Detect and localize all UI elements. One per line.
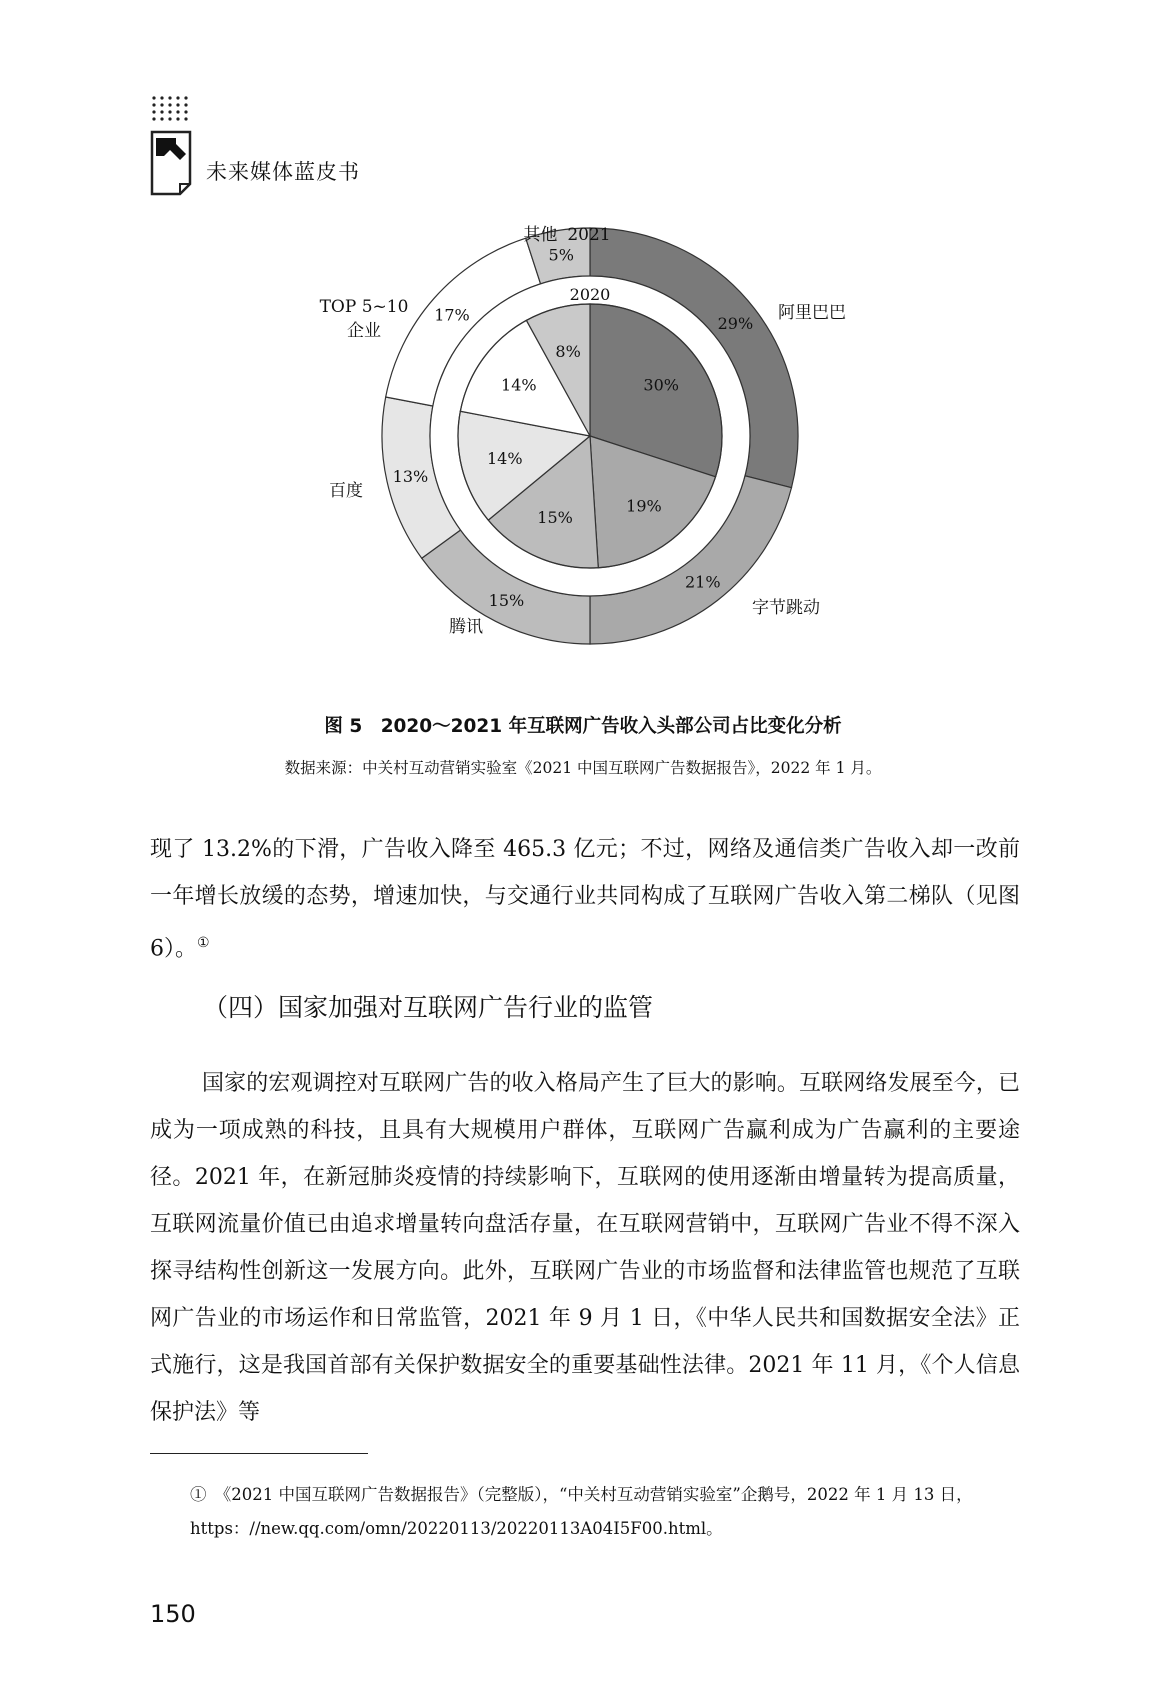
outer-ring-value-label-0: 29%	[717, 314, 754, 334]
footnote-ref: ①	[197, 935, 210, 951]
series-title: 未来媒体蓝皮书	[206, 160, 360, 184]
footnote-divider	[150, 1453, 368, 1454]
pie-chart	[0, 220, 1166, 690]
outer-ring-year-label: 2021	[567, 225, 611, 245]
inner-pie-value-label-3: 14%	[486, 448, 523, 468]
outer-ring-value-label-3: 13%	[392, 467, 429, 487]
figure-source: 数据来源：中关村互动营销实验室《2021 中国互联网广告数据报告》，2022 年 1 月。	[284, 759, 882, 777]
inner-pie-year-label: 2020	[569, 285, 611, 304]
category-label-3: 百度	[329, 481, 363, 501]
paragraph-continued	[150, 826, 1020, 972]
category-label-4: TOP 5~10	[319, 297, 409, 317]
category-label-2: 腾讯	[449, 617, 483, 637]
inner-pie-value-label-5: 8%	[555, 341, 581, 361]
inner-pie-value-label-1: 19%	[626, 496, 662, 516]
paragraph: 国家的宏观调控对互联网广告的收入格局产生了巨大的影响。互联网络发展至今，已成为一项成熟的科技，且具有大规模用户群体，互联网广告赢利成为广告赢利的主要途径。2021 年，在新冠肺炎疫情的持续影响下，互联网的使用逐渐由增量转为提高质量，互联网流量价值已由追求增量转向盘活存量，在互联网营销中，互联网广告业不得不深入探寻结构性创新这一发展方向。此外，互联网广告业的市场监督和法律监管也规范了互联网广告业的市场运作和日常监管，2021 年 9 月 1 日，《中华人民共和国数据安全法》正式施行，这是我国首部有关保护数据安全的重要基础性法律。2021 年 11 月，《个人信息保护法》等	[150, 1071, 1020, 1425]
figure-caption: 图 5 2020～2021 年互联网广告收入头部公司占比变化分析	[324, 716, 842, 737]
section-title: （四）国家加强对互联网广告行业的监管	[203, 993, 654, 1022]
other-category-label: 其他	[523, 225, 558, 245]
inner-pie-value-label-2: 15%	[537, 507, 573, 527]
inner-pie-value-label-0: 30%	[643, 375, 679, 395]
footnote: ① 《2021 中国互联网广告数据报告》（完整版），“中关村互动营销实验室”企鹅号，2022 年 1 月 13 日，https：//new.qq.com/omn/20220113/20220113A04I5F00.html。	[190, 1485, 973, 1538]
outer-ring-value-label-2: 15%	[488, 590, 525, 610]
other-year-label	[523, 224, 610, 245]
outer-ring-value-label-5: 5%	[548, 245, 574, 265]
outer-ring-value-label-1: 21%	[684, 572, 721, 592]
category-label-1: 字节跳动	[752, 598, 820, 618]
category-label-4: 企业	[347, 321, 381, 341]
category-label-0: 阿里巴巴	[778, 303, 846, 323]
series-logo-icon	[150, 96, 198, 196]
outer-ring-value-label-4: 17%	[434, 305, 470, 325]
inner-pie-value-label-4: 14%	[501, 375, 537, 395]
page-number: 150	[150, 1600, 196, 1628]
paragraph-text: 现了 13.2%的下滑，广告收入降至 465.3 亿元；不过，网络及通信类广告收入却一改前一年增长放缓的态势，增速加快，与交通行业共同构成了互联网广告收入第二梯队（见图 6）。	[150, 837, 1020, 962]
